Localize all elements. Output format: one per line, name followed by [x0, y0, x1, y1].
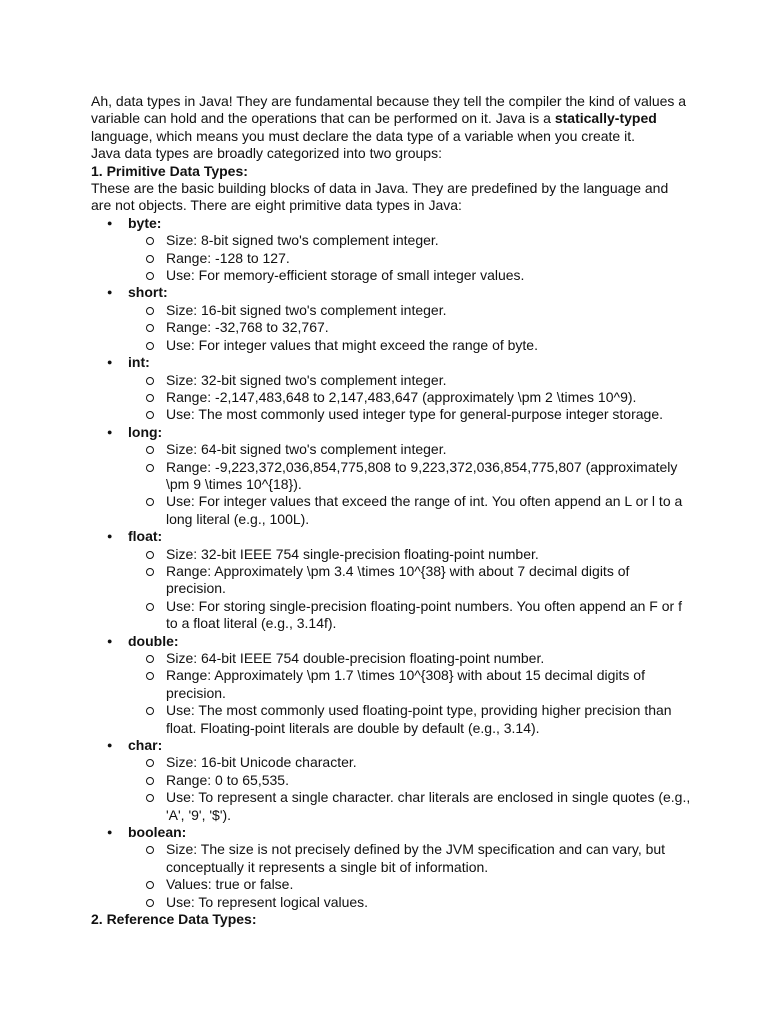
property-item: Use: For storing single-precision floating-point numbers. You often append an F or f to a float literal (e.g., 3.14f). — [166, 598, 691, 633]
property-item: Use: The most commonly used integer type for general-purpose integer storage. — [166, 406, 691, 423]
property-item: Use: For integer values that might exceed the range of byte. — [166, 337, 691, 354]
property-item: Range: Approximately \pm 3.4 \times 10^{38} with about 7 decimal digits of precision. — [166, 563, 691, 598]
type-name: float: — [128, 528, 163, 545]
property-item: Size: 8-bit signed two's complement integer. — [166, 232, 691, 249]
property-item: Range: Approximately \pm 1.7 \times 10^{308} with about 15 decimal digits of precision. — [166, 667, 691, 702]
type-name: int: — [128, 354, 150, 371]
property-list — [128, 754, 691, 824]
type-item-char — [128, 737, 691, 824]
property-list — [128, 232, 691, 284]
type-item-short — [128, 284, 691, 354]
property-item: Size: 32-bit signed two's complement integer. — [166, 372, 691, 389]
property-item: Size: 64-bit IEEE 754 double-precision floating-point number. — [166, 650, 691, 667]
property-list — [128, 372, 691, 424]
property-item: Size: 16-bit Unicode character. — [166, 754, 691, 771]
intro-text-start: Ah, data types in Java! They are fundamental because they tell the compiler the kind of values a variable can hold and the operations that can be performed on it. Java is a — [91, 93, 687, 127]
type-item-boolean — [128, 824, 691, 911]
type-item-double — [128, 633, 691, 737]
property-item: Values: true or false. — [166, 876, 691, 893]
groups-line: Java data types are broadly categorized into two groups: — [91, 145, 442, 162]
property-item: Range: -128 to 127. — [166, 250, 691, 267]
type-item-int — [128, 354, 691, 424]
property-item: Size: 16-bit signed two's complement integer. — [166, 302, 691, 319]
property-item: Size: 64-bit signed two's complement integer. — [166, 441, 691, 458]
property-item: Size: 32-bit IEEE 754 single-precision floating-point number. — [166, 546, 691, 563]
primitive-type-list — [91, 215, 691, 911]
property-list — [128, 841, 691, 911]
reference-heading: 2. Reference Data Types: — [91, 911, 257, 928]
primitive-heading: 1. Primitive Data Types: — [91, 162, 248, 179]
property-item: Use: To represent logical values. — [166, 894, 691, 911]
type-name: char: — [128, 737, 163, 754]
property-item: Range: 0 to 65,535. — [166, 772, 691, 789]
property-list — [128, 650, 691, 737]
type-name: boolean: — [128, 824, 187, 841]
property-item: Use: To represent a single character. char literals are enclosed in single quotes (e.g., 'A', '9', '$'). — [166, 789, 691, 823]
intro-bold-term: statically-typed — [554, 110, 657, 127]
property-item: Range: -2,147,483,648 to 2,147,483,647 (approximately \pm 2 \times 10^9). — [166, 389, 691, 406]
property-item: Range: -32,768 to 32,767. — [166, 319, 691, 336]
type-name: byte: — [128, 214, 162, 231]
type-name: long: — [128, 423, 163, 440]
type-name: double: — [128, 632, 179, 649]
primitive-description: These are the basic building blocks of data in Java. They are predefined by the language and are not objects. There are eight primitive data types in Java: — [91, 180, 669, 214]
type-item-float — [128, 528, 691, 632]
property-list — [128, 441, 691, 528]
property-item: Use: For integer values that exceed the range of int. You often append an L or l to a long literal (e.g., 100L). — [166, 493, 691, 528]
type-item-long — [128, 424, 691, 528]
property-item: Range: -9,223,372,036,854,775,808 to 9,223,372,036,854,775,807 (approximately \pm 9 \times 10^{18}). — [166, 459, 691, 494]
document-body — [91, 93, 691, 929]
property-list — [128, 546, 691, 633]
type-item-byte — [128, 215, 691, 285]
type-name: short: — [128, 284, 168, 301]
property-item: Use: For memory-efficient storage of small integer values. — [166, 267, 691, 284]
property-item: Size: The size is not precisely defined by the JVM specification and can vary, but conceptually it represents a single bit of information. — [166, 841, 691, 876]
intro-text-end: language, which means you must declare the data type of a variable when you create it. — [91, 127, 635, 144]
property-item: Use: The most commonly used floating-point type, providing higher precision than float. Floating-point literals are double by default (e.g., 3.14). — [166, 702, 691, 737]
intro-paragraph — [91, 93, 691, 145]
property-list — [128, 302, 691, 354]
